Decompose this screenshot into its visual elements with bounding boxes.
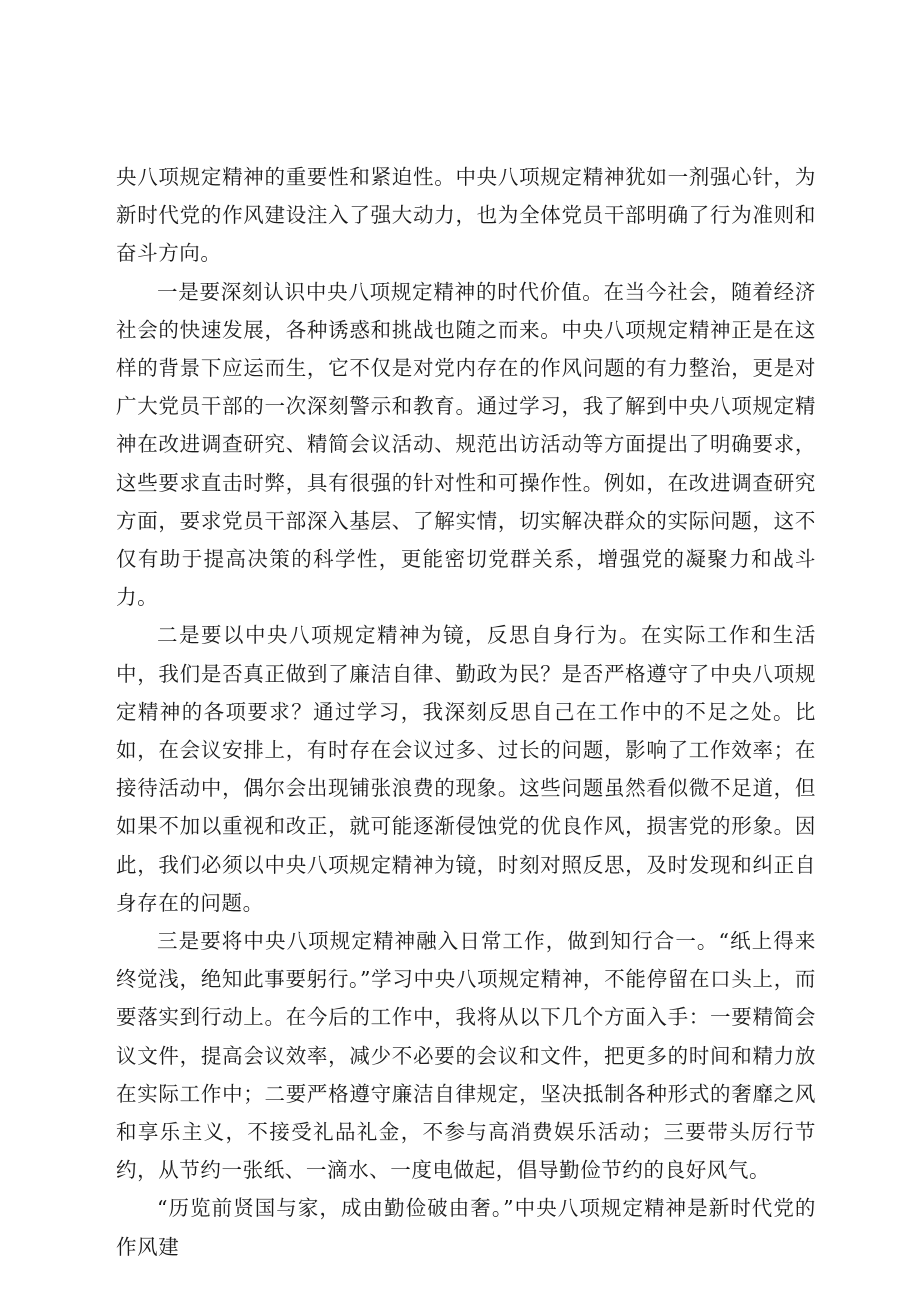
paragraph-one: 一是要深刻认识中央八项规定精神的时代价值。在当今社会，随着经济社会的快速发展，各种诱惑和挑战也随之而来。中央八项规定精神正是在这样的背景下应运而生，它不仅是对党内存在的作风问题的有力整治，更是对广大党员干部的一次深刻警示和教育。通过学习，我了解到中央八项规定精神在改进调查研究、精简会议活动、规范出访活动等方面提出了明确要求，这些要求直击时弊，具有很强的针对性和可操作性。例如，在改进调查研究方面，要求党员干部深入基层、了解实情，切实解决群众的实际问题，这不仅有助于提高决策的科学性，更能密切党群关系，增强党的凝聚力和战斗力。 [116, 279, 816, 610]
paragraph-continuation: 央八项规定精神的重要性和紧迫性。中央八项规定精神犹如一剂强心针，为新时代党的作风建设注入了强大动力，也为全体党员干部明确了行为准则和奋斗方向。 [116, 165, 816, 266]
paragraph-quote: “历览前贤国与家，成由勤俭破由奢。”中央八项规定精神是新时代党的作风建 [116, 1196, 816, 1259]
paragraph-two: 二是要以中央八项规定精神为镜，反思自身行为。在实际工作和生活中，我们是否真正做到了廉洁自律、勤政为民？是否严格遵守了中央八项规定精神的各项要求？通过学习，我深刻反思自己在工作中的不足之处。比如，在会议安排上，有时存在会议过多、过长的问题，影响了工作效率；在接待活动中，偶尔会出现铺张浪费的现象。这些问题虽然看似微不足道，但如果不加以重视和改正，就可能逐渐侵蚀党的优良作风，损害党的形象。因此，我们必须以中央八项规定精神为镜，时刻对照反思，及时发现和纠正自身存在的问题。 [116, 623, 816, 915]
body-text [116, 158, 816, 1266]
paragraph-three: 三是要将中央八项规定精神融入日常工作，做到知行合一。“纸上得来终觉浅，绝知此事要躬行。”学习中央八项规定精神，不能停留在口头上，而要落实到行动上。在今后的工作中，我将从以下几个方面入手：一要精简会议文件，提高会议效率，减少不必要的会议和文件，把更多的时间和精力放在实际工作中；二要严格遵守廉洁自律规定，坚决抵制各种形式的奢靡之风和享乐主义，不接受礼品礼金，不参与高消费娱乐活动；三要带头厉行节约，从节约一张纸、一滴水、一度电做起，倡导勤俭节约的良好风气。 [116, 929, 816, 1183]
